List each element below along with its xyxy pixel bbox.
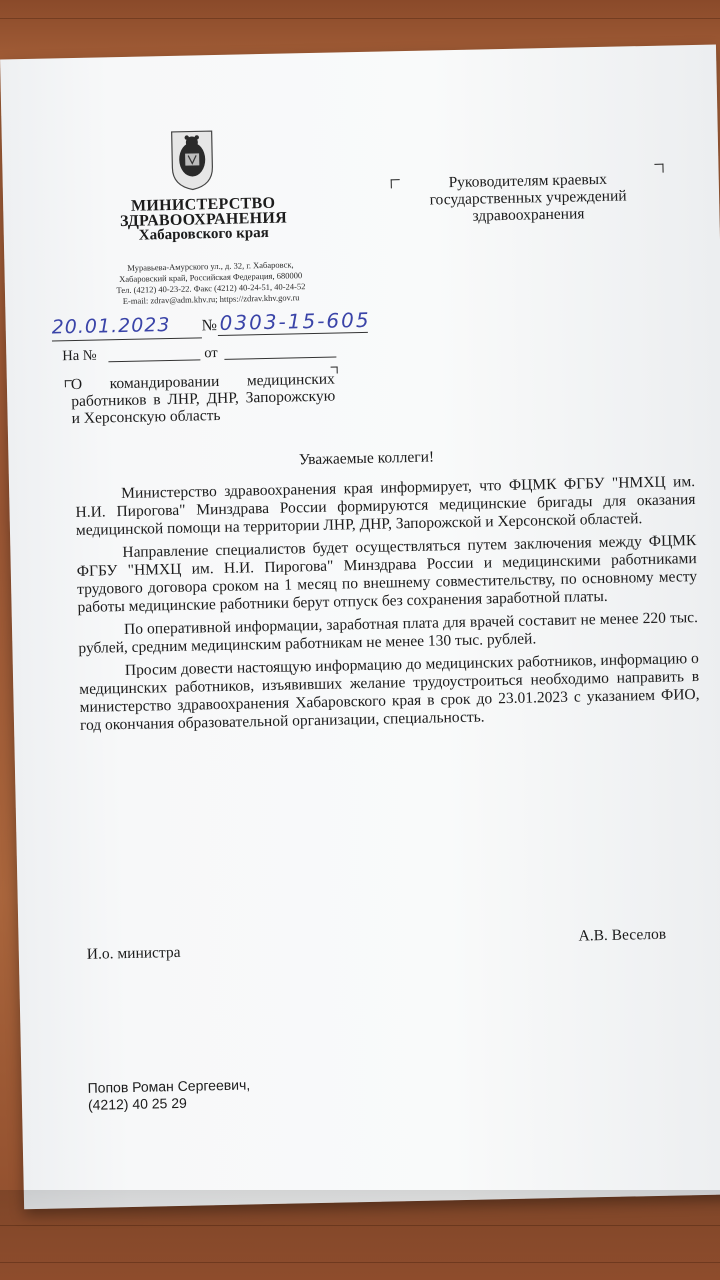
- ministry-name-line1: МИНИСТЕРСТВО: [130, 194, 276, 215]
- table-shadow: [0, 1190, 720, 1280]
- reference-number-blank: [108, 359, 200, 362]
- ministry-address: [100, 259, 321, 308]
- body-paragraph: Просим довести настоящую информацию до медицинских работников, информацию о медицинских работников, изъявивших желание трудоустроиться необходимо направить в министерство здравоохранения Хабаровского края в срок до 23.01.2023 с указанием ФИО, год окончания образовательной организации, специальность.: [79, 649, 700, 734]
- phone-line: Тел. (4212) 40-23-22. Факс (4212) 40-24-51, 40-24-52: [116, 281, 306, 296]
- signatory-title: И.о. министра: [86, 943, 181, 963]
- email-line: E-mail: zdrav@adm.khv.ru; https://zdrav.khv.gov.ru: [122, 292, 300, 306]
- ministry-name-line2: ЗДРАВООХРАНЕНИЯ: [119, 209, 288, 231]
- executor-name: Попов Роман Сергеевич,: [87, 1076, 251, 1096]
- executor-info: [87, 1076, 250, 1113]
- registration-number: 0303-15-605: [219, 307, 371, 335]
- signatory-name: А.В. Веселов: [578, 925, 667, 945]
- executor-phone: (4212) 40 25 29: [87, 1094, 187, 1113]
- addressee-line: государственных учреждений: [429, 187, 627, 209]
- address-line: Хабаровский край, Российская Федерация, 680000: [119, 270, 303, 285]
- addressee-line: здравоохранения: [472, 205, 585, 225]
- addressee-corner-right: [654, 164, 663, 173]
- body-paragraph: Направление специалистов будет осуществляться путем заключения между ФЦМК ФГБУ "НМХЦ им. Н.И. Пирогова" Минздрава России и медицинскими работниками трудового договора сроком на 1 месяц по внешнему совместительству, по основному месту работы медицинские работники берут отпуск без сохранения заработной платы.: [76, 532, 698, 616]
- greeting: Уважаемые коллеги!: [298, 448, 435, 469]
- addressee-corner-left: [391, 179, 400, 188]
- addressee-block: [403, 170, 654, 226]
- reference-date-label: от: [204, 345, 218, 362]
- addressee-line: Руководителям краевых: [448, 170, 608, 192]
- body-paragraph: По оперативной информации, заработная плата для врачей составит не менее 220 тыс. рублей, средним медицинским работникам не менее 130 тыс. рублей.: [78, 609, 699, 657]
- registration-number-sign: №: [201, 317, 218, 335]
- document-page: [0, 45, 720, 1210]
- address-line: Муравьева-Амурского ул., д. 32, г. Хабаровск,: [127, 259, 294, 273]
- body-paragraph: Министерство здравоохранения края информирует, что ФЦМК ФГБУ "НМХЦ им. Н.И. Пирогова" Минздрава России формируются медицинские бригады для оказания медицинской помощи на территории ЛНР, ДНР, Запорожской и Херсонской областей.: [75, 473, 696, 540]
- letter-body: [75, 473, 700, 740]
- coat-of-arms-bear-icon: [168, 127, 217, 192]
- reference-date-blank: [224, 357, 336, 360]
- ministry-name-line3: Хабаровского края: [138, 224, 269, 244]
- reference-number-label: На №: [62, 347, 97, 365]
- letter-subject: О командировании медицинских работников в ЛНР, ДНР, Запорожскую и Херсонскую область: [70, 370, 336, 428]
- ministry-name: [113, 195, 294, 244]
- registration-date: 20.01.2023: [51, 313, 171, 339]
